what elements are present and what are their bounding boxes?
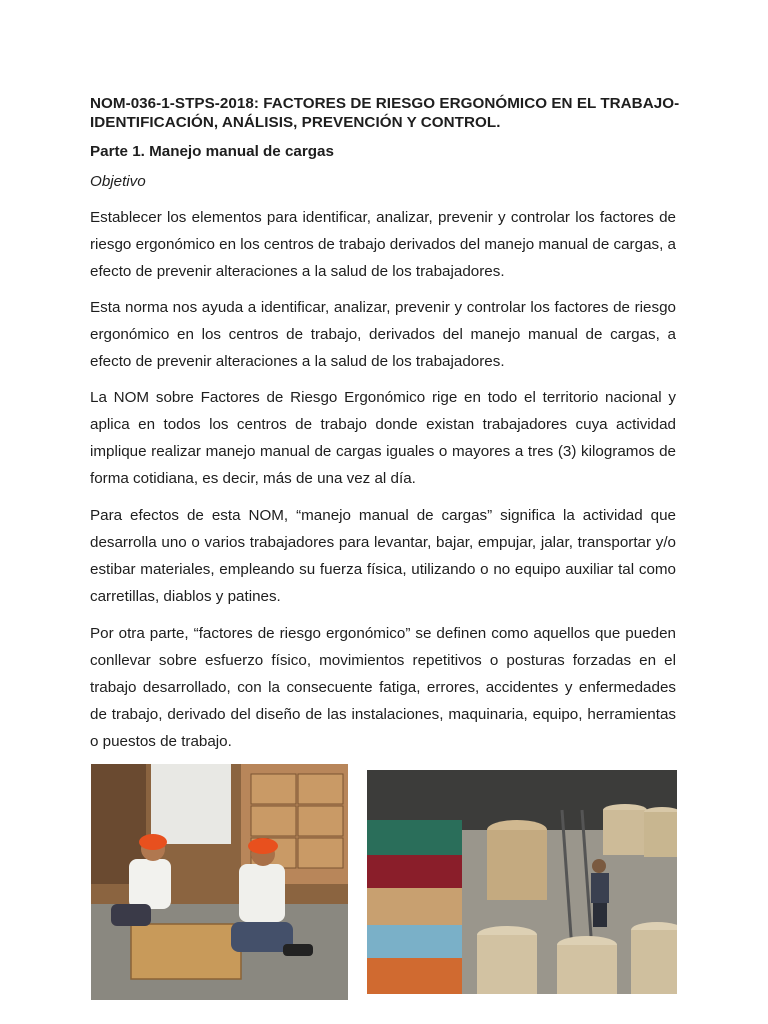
- objective-label: Objetivo: [90, 173, 146, 190]
- paragraph-objective: Establecer los elementos para identificar, analizar, prevenir y controlar los factores de riesgo ergonómico en los centros de trabajo derivados del manejo manual de cargas, a efecto de prevenir alteraciones a la salud de los trabajadores.: [90, 209, 676, 280]
- paragraph-scope: La NOM sobre Factores de Riesgo Ergonómico rige en todo el territorio nacional y aplica en todos los centros de trabajo donde existan trabajadores cuya actividad implique realizar manejo manual de cargas iguales o mayores a tres (3) kilogramos de forma cotidiana, es decir, más de una vez al día.: [90, 389, 676, 487]
- section-heading: Parte 1. Manejo manual de cargas: [90, 143, 334, 160]
- document-title: NOM-036-1-STPS-2018: FACTORES DE RIESGO ERGONÓMICO EN EL TRABAJO-IDENTIFICACIÓN, ANÁLISIS, PREVENCIÓN Y CONTROL.: [90, 95, 680, 131]
- photo-factory-tanks: [367, 770, 677, 994]
- paragraph-definition-risk-factors: Por otra parte, “factores de riesgo ergonómico” se definen como aquellos que pueden conllevar sobre esfuerzo físico, movimientos repetitivos o posturas forzadas en el trabajo desarrollado, con la consecuente fatiga, errores, accidentes y enfermedades de trabajo, derivado del diseño de las instalaciones, maquinaria, equipo, herramientas o puestos de trabajo.: [90, 625, 676, 750]
- photo-workers-lifting-box: [91, 764, 348, 1000]
- paragraph-purpose: Esta norma nos ayuda a identificar, analizar, prevenir y controlar los factores de riesgo ergonómico en los centros de trabajo, derivados del manejo manual de cargas, a efecto de prevenir alteraciones a la salud de los trabajadores.: [90, 299, 676, 370]
- paragraph-definition-manual-handling: Para efectos de esta NOM, “manejo manual de cargas” significa la actividad que desarrolla uno o varios trabajadores para levantar, bajar, empujar, jalar, transportar y/o estibar materiales, empleando su fuerza física, utilizando o no equipo auxiliar tal como carretillas, diablos y patines.: [90, 507, 676, 605]
